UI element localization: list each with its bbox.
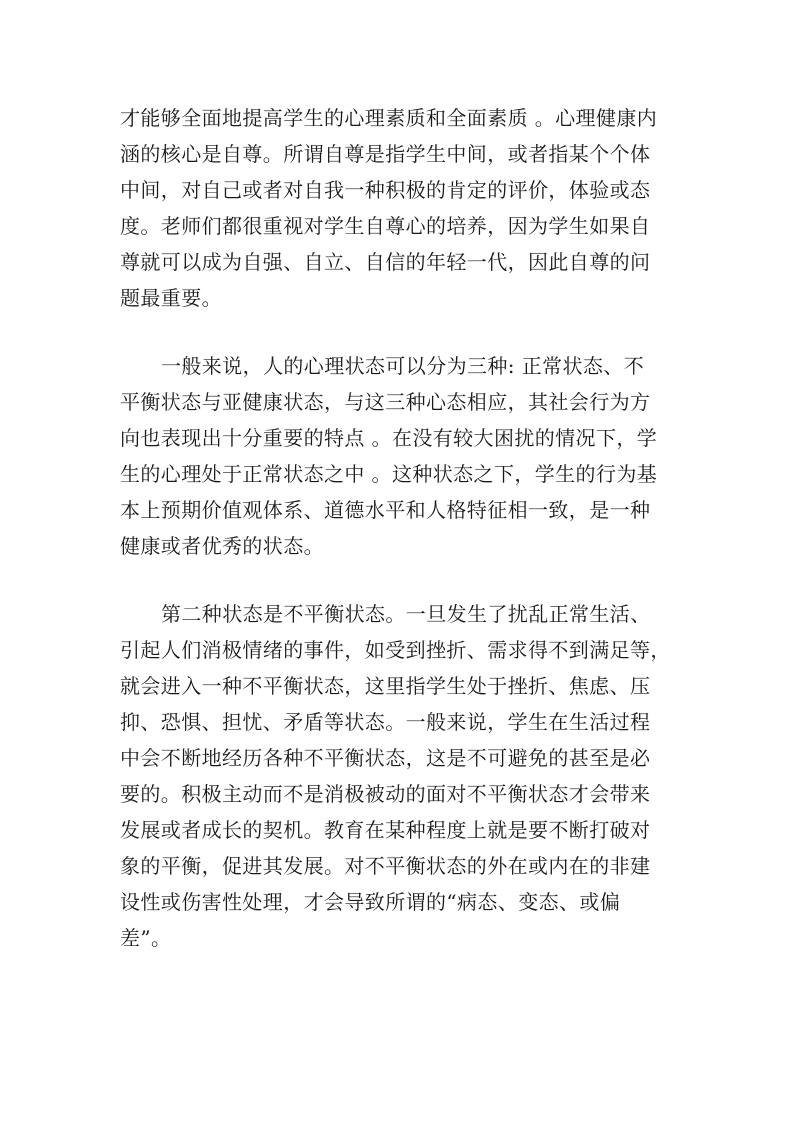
paragraph-line: 设性或伤害性处理，才会导致所谓的“病态、变态、或偏 — [120, 890, 621, 914]
paragraph-line: 象的平衡，促进其发展。对不平衡状态的外在或内在的非建 — [120, 854, 651, 878]
paragraph-line: 向也表现出十分重要的特点 。在没有较大困扰的情况下，学 — [120, 426, 658, 450]
paragraph-line: 发展或者成长的契机。教育在某种程度上就是要不断打破对 — [120, 818, 651, 842]
paragraph-line: 本上预期价值观体系、道德水平和人格特征相一致，是一种 — [120, 498, 651, 522]
paragraph-line: 尊就可以成为自强、自立、自信的年轻一代，因此自尊的问 — [120, 250, 651, 274]
paragraph-line: 才能够全面地提高学生的心理素质和全面素质 。心理健康内 — [120, 106, 658, 130]
paragraph-line: 中会不断地经历各种不平衡状态，这是不可避免的甚至是必 — [120, 746, 651, 770]
paragraph-first-line: 一般来说，人的心理状态可以分为三种: 正常状态、不 — [161, 354, 645, 378]
paragraph-line: 度。老师们都很重视对学生自尊心的培养，因为学生如果自 — [120, 214, 651, 238]
paragraph-line: 要的。积极主动而不是消极被动的面对不平衡状态才会带来 — [120, 782, 651, 806]
paragraph-first-line: 第二种状态是不平衡状态。一旦发生了扰乱正常生活、 — [161, 602, 651, 626]
paragraph-line: 平衡状态与亚健康状态，与这三种心态相应，其社会行为方 — [120, 390, 651, 414]
paragraph-line: 中间，对自己或者对自我一种积极的肯定的评价，体验或态 — [120, 178, 651, 202]
paragraph-line: 涵的核心是自尊。所谓自尊是指学生中间，或者指某个个体 — [120, 142, 651, 166]
paragraph-line: 题最重要。 — [120, 286, 222, 310]
paragraph-line: 生的心理处于正常状态之中 。这种状态之下，学生的行为基 — [120, 462, 658, 486]
paragraph-line: 抑、恐惧、担忧、矛盾等状态。一般来说，学生在生活过程 — [120, 710, 651, 734]
paragraph-line: 引起人们消极情绪的事件，如受到挫折、需求得不到满足等， — [120, 638, 671, 662]
paragraph-line: 就会进入一种不平衡状态，这里指学生处于挫折、焦虑、压 — [120, 674, 651, 698]
paragraph-line: 差”。 — [120, 926, 172, 950]
paragraph-line: 健康或者优秀的状态。 — [120, 534, 324, 558]
